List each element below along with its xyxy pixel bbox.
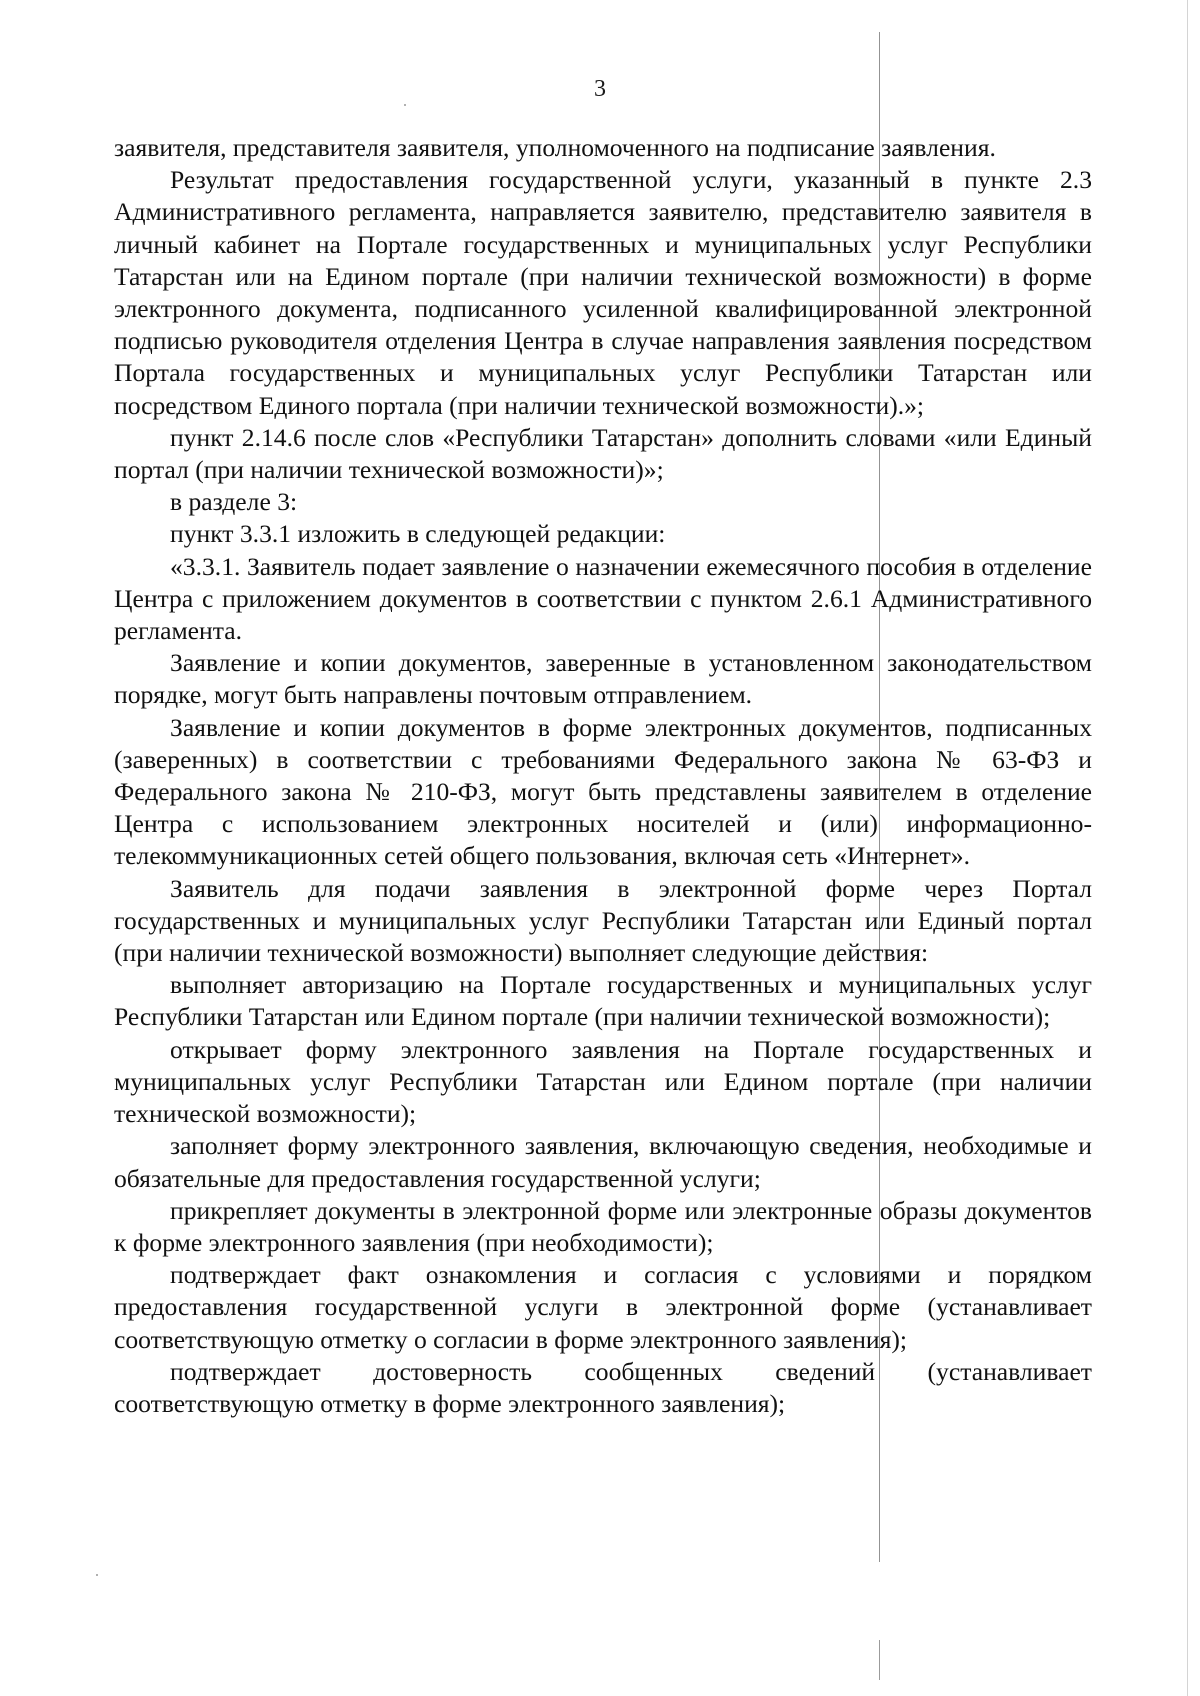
paragraph: в разделе 3: <box>170 487 298 517</box>
paragraph: Заявление и копии документов, заверенные в установленном законодательством порядке, могут быть направлены почтовым отправлением. <box>114 648 1092 710</box>
scan-edge-line <box>1187 0 1188 1696</box>
paragraph: Результат предоставления государственной услуги, указанный в пункте 2.3 Административного регламента, направляется заявителю, представителю заявителя в личный кабинет на Портале государственных и муниципальных услуг Республики Татарстан или на Едином портале (при наличии технической возможности) в форме электронного документа, подписанного усиленной квалифицированной электронной подписью руководителя отделения Центра в случае направления заявления посредством Портала государственных и муниципальных услуг Республики Татарстан или посредством Единого портала (при наличии технической возможности).»; <box>114 165 1092 420</box>
paragraph: выполняет авторизацию на Портале государственных и муниципальных услуг Республики Татарстан или Едином портале (при наличии технической возможности); <box>114 970 1092 1032</box>
paragraph: прикрепляет документы в электронной форме или электронные образы документов к форме электронного заявления (при необходимости); <box>114 1195 1092 1257</box>
paragraph: Заявление и копии документов в форме электронных документов, подписанных (заверенных) в соответствии с требованиями Федерального закона № 63-ФЗ и Федерального закона № 210-ФЗ, могут быть представлены заявителем в отделение Центра с использованием электронных носителей и (или) информационно-телекоммуникационных сетей общего пользования, включая сеть «Интернет». <box>114 712 1092 871</box>
page-number: 3 <box>594 76 606 102</box>
paragraph: пункт 2.14.6 после слов «Республики Татарстан» дополнить словами «или Единый портал (при наличии технической возможности)»; <box>114 422 1092 485</box>
paragraph: открывает форму электронного заявления на Портале государственных и муниципальных услуг Республики Татарстан или Едином портале (при наличии технической возможности); <box>114 1034 1092 1129</box>
paragraph: пункт 3.3.1 изложить в следующей редакции: <box>170 519 666 549</box>
paragraph: Заявитель для подачи заявления в электронной форме через Портал государственных и муниципальных услуг Республики Татарстан или Единый портал (при наличии технической возможности) выполняет следующие действия: <box>114 873 1092 968</box>
paragraph: заявителя, представителя заявителя, уполномоченного на подписание заявления. <box>114 133 996 162</box>
scan-speck <box>404 104 406 106</box>
scan-fold-line-lower <box>879 1640 880 1680</box>
paragraph: подтверждает достоверность сообщенных сведений (устанавливает соответствующую отметку в форме электронного заявления); <box>114 1356 1092 1418</box>
scan-speck <box>96 1574 98 1576</box>
paragraph: подтверждает факт ознакомления и согласия с условиями и порядком предоставления государственной услуги в электронной форме (устанавливает соответствующую отметку о согласии в форме электронного заявления); <box>114 1260 1092 1354</box>
paragraph: «3.3.1. Заявитель подает заявление о назначении ежемесячного пособия в отделение Центра с приложением документов в соответствии с пунктом 2.6.1 Административного регламента. <box>114 551 1092 646</box>
document-body <box>114 132 1092 1420</box>
paragraph: заполняет форму электронного заявления, включающую сведения, необходимые и обязательные для предоставления государственной услуги; <box>114 1131 1092 1193</box>
